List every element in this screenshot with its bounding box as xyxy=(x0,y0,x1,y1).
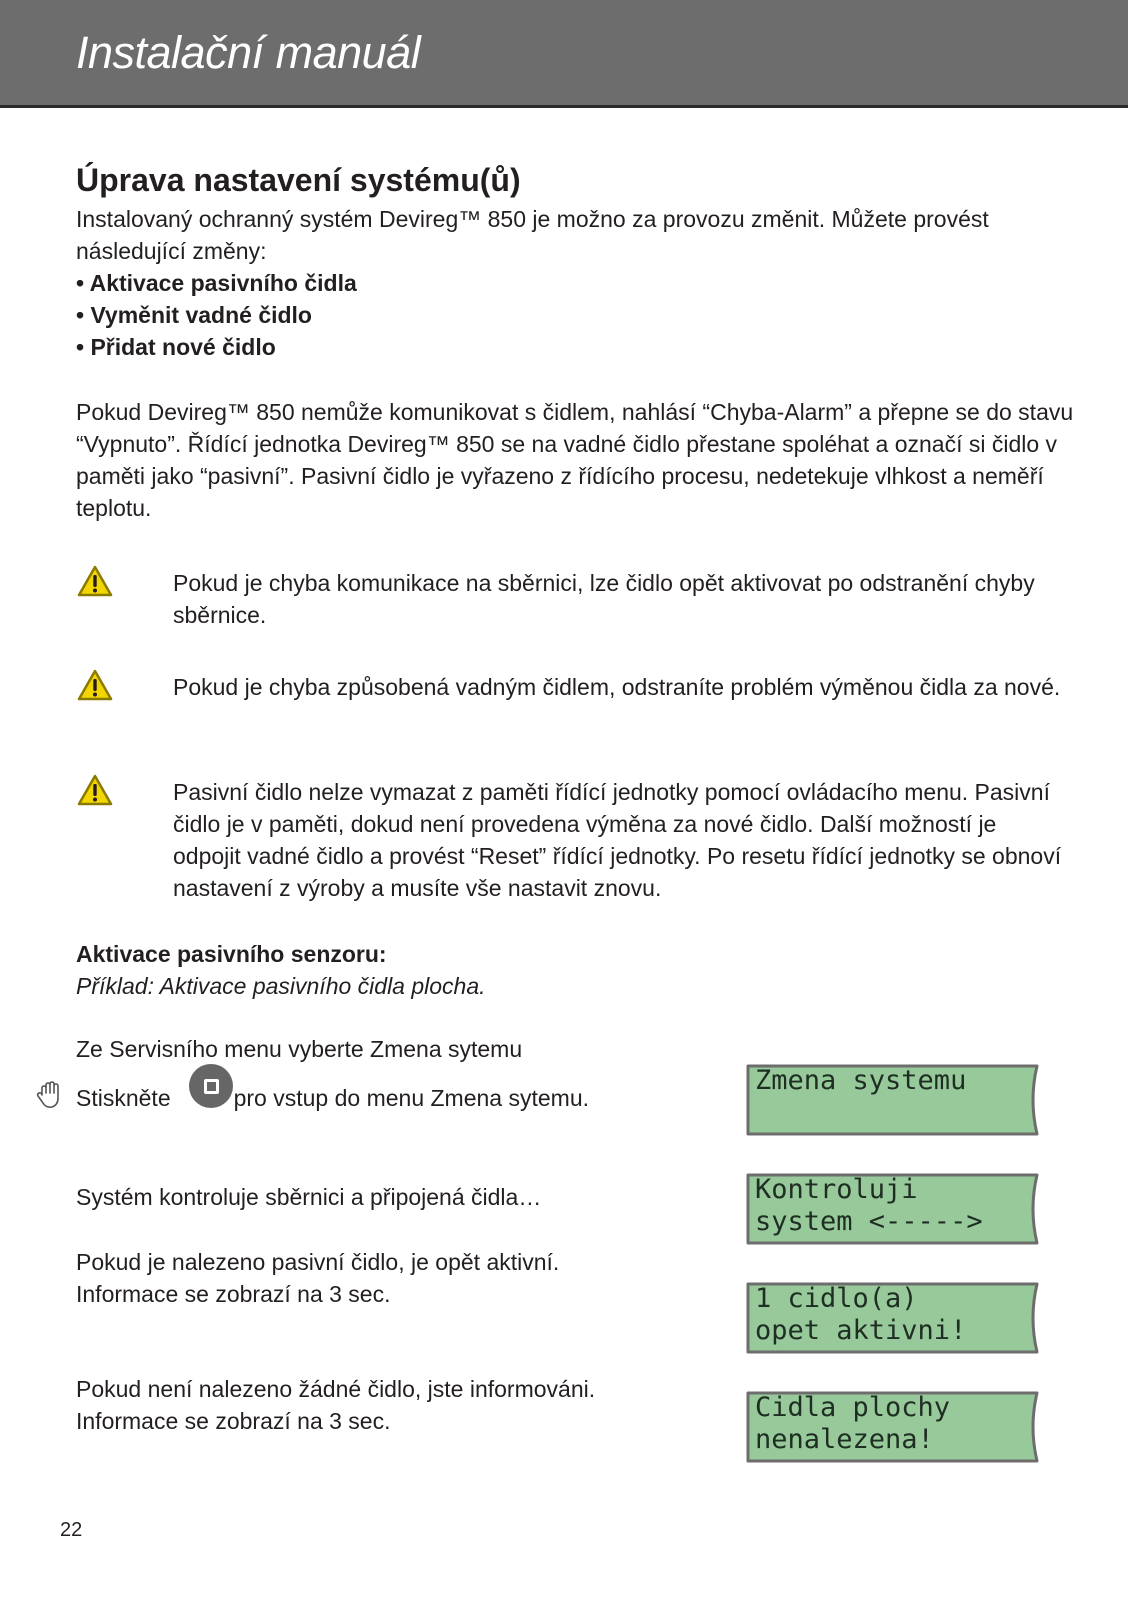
step-press-after: pro vstup do menu Zmena sytemu. xyxy=(233,1085,589,1111)
list-item: • Přidat nové čidlo xyxy=(76,334,276,360)
activation-example: Příklad: Aktivace pasivního čidla plocha. xyxy=(76,973,486,999)
manual-title: Instalační manuál xyxy=(76,27,421,78)
activation-title: Aktivace pasivního senzoru: xyxy=(76,941,387,967)
lcd-text: Zmena systemu xyxy=(755,1065,967,1096)
warning-icon xyxy=(77,669,113,702)
lcd-display xyxy=(745,1281,1050,1355)
lcd-text: Kontroluji system <-----> xyxy=(755,1174,983,1237)
list-item: • Aktivace pasivního čidla xyxy=(76,270,357,296)
lcd-display xyxy=(745,1172,1050,1246)
lcd-display xyxy=(745,1390,1050,1464)
warning-icon xyxy=(77,774,113,807)
warning-text: Pasivní čidlo nelze vymazat z paměti řídící jednotky pomocí ovládacího menu. Pasivní čidlo je v paměti, dokud není provedena výměna za nové čidlo. Další možností je odpojit vadné čidlo a provést “Reset” řídící jednotky. Po resetu řídící jednotky se obnoví nastavení z výroby a musíte vše nastavit znovu. xyxy=(173,779,1062,901)
lcd-text: Cidla plochy nenalezena! xyxy=(755,1392,951,1455)
step-press-before: Stiskněte xyxy=(76,1085,171,1111)
step-not-found: Pokud není nalezeno žádné čidlo, jste informováni. Informace se zobrazí na 3 sec. xyxy=(76,1376,596,1434)
lcd-text: 1 cidlo(a) opet aktivni! xyxy=(755,1283,967,1346)
list-item: • Vyměnit vadné čidlo xyxy=(76,302,312,328)
section-title: Úprava nastavení systému(ů) xyxy=(76,162,521,198)
header-bar xyxy=(0,0,1128,108)
step-press-button xyxy=(76,1082,589,1114)
warning-icon xyxy=(77,565,113,598)
page-number: 22 xyxy=(60,1519,83,1541)
hand-icon xyxy=(36,1081,66,1109)
menu-button-icon xyxy=(189,1064,233,1108)
warning-text: Pokud je chyba komunikace na sběrnici, lze čidlo opět aktivovat po odstranění chyby sběrnice. xyxy=(173,570,1035,628)
step-checking: Systém kontroluje sběrnici a připojená čidla… xyxy=(76,1184,542,1210)
change-list xyxy=(76,267,357,363)
intro-text: Instalovaný ochranný systém Devireg™ 850 je možno za provozu změnit. Můžete provést následující změny: xyxy=(76,206,989,264)
lcd-display xyxy=(745,1063,1050,1137)
step-select-menu: Ze Servisního menu vyberte Zmena sytemu xyxy=(76,1036,523,1062)
warning-text: Pokud je chyba způsobená vadným čidlem, odstraníte problém výměnou čidla za nové. xyxy=(173,674,1061,700)
step-found: Pokud je nalezeno pasivní čidlo, je opět aktivní. Informace se zobrazí na 3 sec. xyxy=(76,1249,560,1307)
fault-paragraph: Pokud Devireg™ 850 nemůže komunikovat s čidlem, nahlásí “Chyba-Alarm” a přepne se do stavu “Vypnuto”. Řídící jednotka Devireg™ 850 se na vadné čidlo přestane spoléhat a označí si čidlo v paměti jako “pasivní”. Pasivní čidlo je vyřazeno z řídícího procesu, nedetekuje vlhkost a neměří teplotu. xyxy=(76,399,1074,521)
